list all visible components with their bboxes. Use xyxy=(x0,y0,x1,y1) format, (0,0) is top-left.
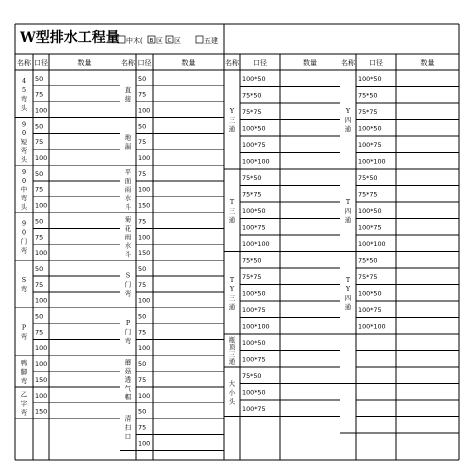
quantity-input-cell[interactable] xyxy=(281,187,339,202)
size-cell: 100*50 xyxy=(242,388,266,397)
sheet-title: W型排水工程量 xyxy=(20,30,120,46)
item-name: T Y 四通 xyxy=(344,275,352,311)
quantity-input-cell[interactable] xyxy=(281,401,339,416)
quantity-input-cell[interactable] xyxy=(281,302,339,317)
quantity-input-cell[interactable] xyxy=(397,368,458,383)
size-cell: 75 xyxy=(138,280,147,289)
header-size-label: 口径 xyxy=(34,59,48,67)
size-cell: 50 xyxy=(35,122,44,131)
size-cell: 100*100 xyxy=(242,240,270,249)
size-cell: 50 xyxy=(138,122,147,131)
size-cell: 100 xyxy=(138,154,151,163)
quantity-input-cell[interactable] xyxy=(397,418,458,433)
item-name: 蘑菇透气帽 xyxy=(124,358,132,402)
item-name: S 弯 xyxy=(20,276,28,294)
quantity-input-cell[interactable] xyxy=(50,182,119,196)
size-cell: 50 xyxy=(138,407,147,416)
size-cell: 50 xyxy=(35,217,44,226)
quantity-input-cell[interactable] xyxy=(397,187,458,202)
quantity-input-cell[interactable] xyxy=(154,340,223,354)
size-cell: 100*100 xyxy=(358,322,386,331)
size-cell: 100*100 xyxy=(358,240,386,249)
quantity-input-cell[interactable] xyxy=(397,319,458,334)
size-cell: 75*50 xyxy=(358,91,378,100)
quantity-input-cell[interactable] xyxy=(281,335,339,350)
item-name: Y 三通 xyxy=(228,107,236,134)
item-name: Y 四通 xyxy=(344,107,352,134)
quantity-input-cell[interactable] xyxy=(154,420,223,434)
quantity-input-cell[interactable] xyxy=(154,404,223,418)
size-cell: 75*50 xyxy=(242,91,262,100)
size-cell: 75 xyxy=(35,185,44,194)
quantity-input-cell[interactable] xyxy=(154,436,223,450)
quantity-input-cell[interactable] xyxy=(50,87,119,101)
quantity-input-cell[interactable] xyxy=(154,119,223,133)
size-cell: 50 xyxy=(138,264,147,273)
quantity-input-cell[interactable] xyxy=(154,134,223,148)
size-cell: 75*75 xyxy=(242,273,262,282)
size-cell: 75 xyxy=(138,217,147,226)
quantity-input-cell[interactable] xyxy=(154,388,223,402)
quantity-input-cell[interactable] xyxy=(50,103,119,117)
size-cell: 100*75 xyxy=(242,223,266,232)
size-cell: 100 xyxy=(35,201,48,210)
quantity-input-cell[interactable] xyxy=(397,104,458,119)
size-cell: 100*50 xyxy=(358,207,382,216)
item-name: 大小头 xyxy=(228,379,236,406)
option-zhongmu[interactable] xyxy=(118,36,143,45)
quantity-input-cell[interactable] xyxy=(154,356,223,370)
header-qty-label: 数量 xyxy=(181,59,196,67)
quantity-input-cell[interactable] xyxy=(281,154,339,169)
size-cell: 100 xyxy=(35,249,48,258)
option-b-zone-label: 区 xyxy=(156,37,163,45)
size-cell: 100 xyxy=(35,391,48,400)
quantity-input-cell[interactable] xyxy=(50,71,119,85)
quantity-input-cell[interactable] xyxy=(50,198,119,212)
quantity-input-cell[interactable] xyxy=(154,261,223,275)
header-name-label: 名称 xyxy=(225,59,239,67)
size-cell: 75 xyxy=(35,138,44,147)
quantity-input-cell[interactable] xyxy=(50,214,119,228)
size-cell: 100*50 xyxy=(358,124,382,133)
quantity-input-cell[interactable] xyxy=(50,309,119,323)
size-cell: 75*75 xyxy=(358,190,378,199)
size-cell: 100 xyxy=(35,296,48,305)
item-name: P 弯 xyxy=(20,323,28,341)
size-cell: 100 xyxy=(35,360,48,369)
quantity-input-cell[interactable] xyxy=(50,166,119,180)
option-c-zone-box-letter: C xyxy=(167,38,172,44)
size-cell: 100 xyxy=(138,233,151,242)
quantity-input-cell[interactable] xyxy=(397,71,458,86)
quantity-input-cell[interactable] xyxy=(281,368,339,383)
quantity-input-cell[interactable] xyxy=(154,87,223,101)
size-cell: 75*75 xyxy=(242,190,262,199)
quantity-input-cell[interactable] xyxy=(154,198,223,212)
size-cell: 100*100 xyxy=(242,157,270,166)
option-c-zone[interactable] xyxy=(166,36,181,45)
quantity-input-cell[interactable] xyxy=(397,203,458,218)
quantity-input-cell[interactable] xyxy=(154,245,223,259)
item-name: 菊花雨水斗 xyxy=(124,215,132,259)
size-cell: 50 xyxy=(35,312,44,321)
header-name-label: 名称 xyxy=(121,59,135,67)
quantity-input-cell[interactable] xyxy=(281,236,339,251)
size-cell: 100*75 xyxy=(358,223,382,232)
size-cell: 75 xyxy=(138,328,147,337)
size-cell: 100*50 xyxy=(242,75,266,84)
quantity-input-cell[interactable] xyxy=(281,170,339,185)
option-zhongmu-label: 中木( xyxy=(126,37,143,45)
quantity-input-cell[interactable] xyxy=(154,166,223,180)
option-b-zone-box-letter: B xyxy=(149,38,154,44)
quantity-input-cell[interactable] xyxy=(397,269,458,284)
size-cell: 100*75 xyxy=(242,405,266,414)
size-cell: 75 xyxy=(35,233,44,242)
quantity-input-cell[interactable] xyxy=(154,325,223,339)
size-cell: 75*75 xyxy=(358,273,378,282)
header-name-label: 名称 xyxy=(17,59,31,67)
size-cell: 100*75 xyxy=(242,355,266,364)
quantity-input-cell[interactable] xyxy=(281,71,339,86)
size-cell: 75*75 xyxy=(358,108,378,117)
size-cell: 100 xyxy=(138,106,151,115)
option-c-zone-label: 区 xyxy=(174,37,181,45)
option-wujian-label: 五建 xyxy=(204,37,218,45)
size-cell: 100*75 xyxy=(242,141,266,150)
quantity-input-cell[interactable] xyxy=(281,269,339,284)
size-cell: 50 xyxy=(35,264,44,273)
table-cells xyxy=(17,58,458,449)
size-cell: 50 xyxy=(35,169,44,178)
item-name: P 门弯 xyxy=(124,319,132,346)
size-cell: 150 xyxy=(35,375,48,384)
item-name: 直接 xyxy=(124,85,132,103)
option-wujian[interactable] xyxy=(196,36,218,45)
quantity-input-cell[interactable] xyxy=(50,230,119,244)
quantity-input-cell[interactable] xyxy=(50,134,119,148)
item-name: 平面雨水斗 xyxy=(124,168,132,211)
header-size-label: 口径 xyxy=(253,59,267,67)
size-cell: 75*75 xyxy=(242,108,262,117)
item-name: 9 0 门弯 xyxy=(20,219,28,255)
size-cell: 75 xyxy=(138,90,147,99)
size-cell: 100*100 xyxy=(358,157,386,166)
header-size-label: 口径 xyxy=(369,59,383,67)
quantity-input-cell[interactable] xyxy=(281,220,339,235)
quantity-input-cell[interactable] xyxy=(397,137,458,152)
item-name: S 门弯 xyxy=(124,271,132,298)
item-name: 4 5 弯头 xyxy=(20,76,28,112)
size-cell: 150 xyxy=(35,407,48,416)
size-cell: 100*50 xyxy=(242,289,266,298)
quantity-input-cell[interactable] xyxy=(281,121,339,136)
quantity-input-cell[interactable] xyxy=(154,214,223,228)
quantity-input-cell[interactable] xyxy=(50,404,119,418)
quantity-input-cell[interactable] xyxy=(281,319,339,334)
header-qty-label: 数量 xyxy=(303,59,317,67)
size-cell: 75*50 xyxy=(242,256,262,265)
size-cell: 100 xyxy=(35,344,48,353)
size-cell: 150 xyxy=(138,249,151,258)
size-cell: 50 xyxy=(138,312,147,321)
size-cell: 100 xyxy=(35,154,48,163)
size-cell: 100 xyxy=(138,391,151,400)
size-cell: 75*50 xyxy=(242,174,262,183)
quantity-input-cell[interactable] xyxy=(281,88,339,103)
quantity-input-cell[interactable] xyxy=(397,335,458,350)
size-cell: 100*50 xyxy=(242,339,266,348)
quantity-input-cell[interactable] xyxy=(397,220,458,235)
item-name: 乙字弯 xyxy=(20,390,28,417)
quantity-input-cell[interactable] xyxy=(397,121,458,136)
quantity-input-cell[interactable] xyxy=(397,385,458,400)
quantity-input-cell[interactable] xyxy=(50,388,119,402)
header-qty-label: 数量 xyxy=(420,59,435,67)
quantity-input-cell[interactable] xyxy=(397,302,458,317)
item-name: 9 0 中弯头 xyxy=(20,168,28,211)
quantity-input-cell[interactable] xyxy=(50,372,119,386)
size-cell: 75 xyxy=(138,375,147,384)
option-b-zone[interactable] xyxy=(148,36,163,45)
size-cell: 75 xyxy=(35,280,44,289)
quantity-input-cell[interactable] xyxy=(397,253,458,268)
quantity-input-cell[interactable] xyxy=(397,170,458,185)
quantity-input-cell[interactable] xyxy=(154,71,223,85)
item-name: T 四通 xyxy=(344,197,352,224)
quantity-input-cell[interactable] xyxy=(154,150,223,164)
quantity-input-cell[interactable] xyxy=(281,203,339,218)
size-cell: 100*50 xyxy=(358,289,382,298)
quantity-input-cell[interactable] xyxy=(281,286,339,301)
size-cell: 100*50 xyxy=(242,124,266,133)
size-cell: 75 xyxy=(138,169,147,178)
quantity-input-cell[interactable] xyxy=(154,182,223,196)
size-cell: 100*50 xyxy=(358,75,382,84)
size-cell: 100 xyxy=(35,106,48,115)
quantity-input-cell[interactable] xyxy=(50,119,119,133)
quantity-input-cell[interactable] xyxy=(50,340,119,354)
quantity-input-cell[interactable] xyxy=(281,385,339,400)
quantity-input-cell[interactable] xyxy=(50,325,119,339)
size-cell: 50 xyxy=(138,74,147,83)
quantity-input-cell[interactable] xyxy=(397,154,458,169)
quantity-input-cell[interactable] xyxy=(50,277,119,291)
size-cell: 100*75 xyxy=(358,141,382,150)
item-name: 清扫口 xyxy=(124,414,132,441)
size-cell: 75*50 xyxy=(358,256,378,265)
item-name: 地漏 xyxy=(124,133,132,151)
title-block xyxy=(19,29,218,46)
size-cell: 100*75 xyxy=(242,306,266,315)
quantity-input-cell[interactable] xyxy=(50,150,119,164)
item-name: T 三通 xyxy=(228,197,236,224)
size-cell: 75 xyxy=(138,423,147,432)
size-cell: 100 xyxy=(138,296,151,305)
quantity-input-cell[interactable] xyxy=(154,293,223,307)
size-cell: 75*50 xyxy=(358,174,378,183)
size-cell: 50 xyxy=(138,360,147,369)
quantity-input-cell[interactable] xyxy=(397,88,458,103)
quantity-input-cell[interactable] xyxy=(397,352,458,367)
size-cell: 100 xyxy=(138,344,151,353)
size-cell: 150 xyxy=(138,201,151,210)
header-name-label: 名称 xyxy=(341,59,355,67)
quantity-input-cell[interactable] xyxy=(154,309,223,323)
quantity-input-cell[interactable] xyxy=(50,261,119,275)
size-cell: 100*50 xyxy=(242,207,266,216)
quantity-input-cell[interactable] xyxy=(154,277,223,291)
quantity-input-cell[interactable] xyxy=(50,293,119,307)
option-wujian-checkbox[interactable] xyxy=(196,36,203,43)
size-cell: 75 xyxy=(138,138,147,147)
quantity-input-cell[interactable] xyxy=(397,401,458,416)
quantity-input-cell[interactable] xyxy=(397,236,458,251)
quantity-input-cell[interactable] xyxy=(281,104,339,119)
quantity-input-cell[interactable] xyxy=(281,352,339,367)
quantity-input-cell[interactable] xyxy=(281,253,339,268)
size-cell: 100 xyxy=(138,185,151,194)
quantity-input-cell[interactable] xyxy=(154,372,223,386)
header-qty-label: 数量 xyxy=(77,59,92,67)
quantity-input-cell[interactable] xyxy=(154,103,223,117)
quantity-input-cell[interactable] xyxy=(154,230,223,244)
size-cell: 100*100 xyxy=(242,322,270,331)
size-cell: 100 xyxy=(138,439,151,448)
item-name: T Y 三通 xyxy=(228,275,236,311)
quantity-input-cell[interactable] xyxy=(281,137,339,152)
quantity-input-cell[interactable] xyxy=(397,286,458,301)
quantity-input-cell[interactable] xyxy=(50,245,119,259)
size-cell: 75 xyxy=(35,328,44,337)
item-name: 鸭脚弯 xyxy=(20,358,28,385)
item-name: 9 0 短弯头 xyxy=(20,120,28,164)
quantity-input-cell[interactable] xyxy=(50,356,119,370)
size-cell: 75*50 xyxy=(242,372,262,381)
size-cell: 75 xyxy=(35,90,44,99)
item-name: 瓶顶三通 xyxy=(228,335,236,366)
size-cell: 100*75 xyxy=(358,306,382,315)
header-size-label: 口径 xyxy=(137,59,152,67)
size-cell: 50 xyxy=(35,74,44,83)
